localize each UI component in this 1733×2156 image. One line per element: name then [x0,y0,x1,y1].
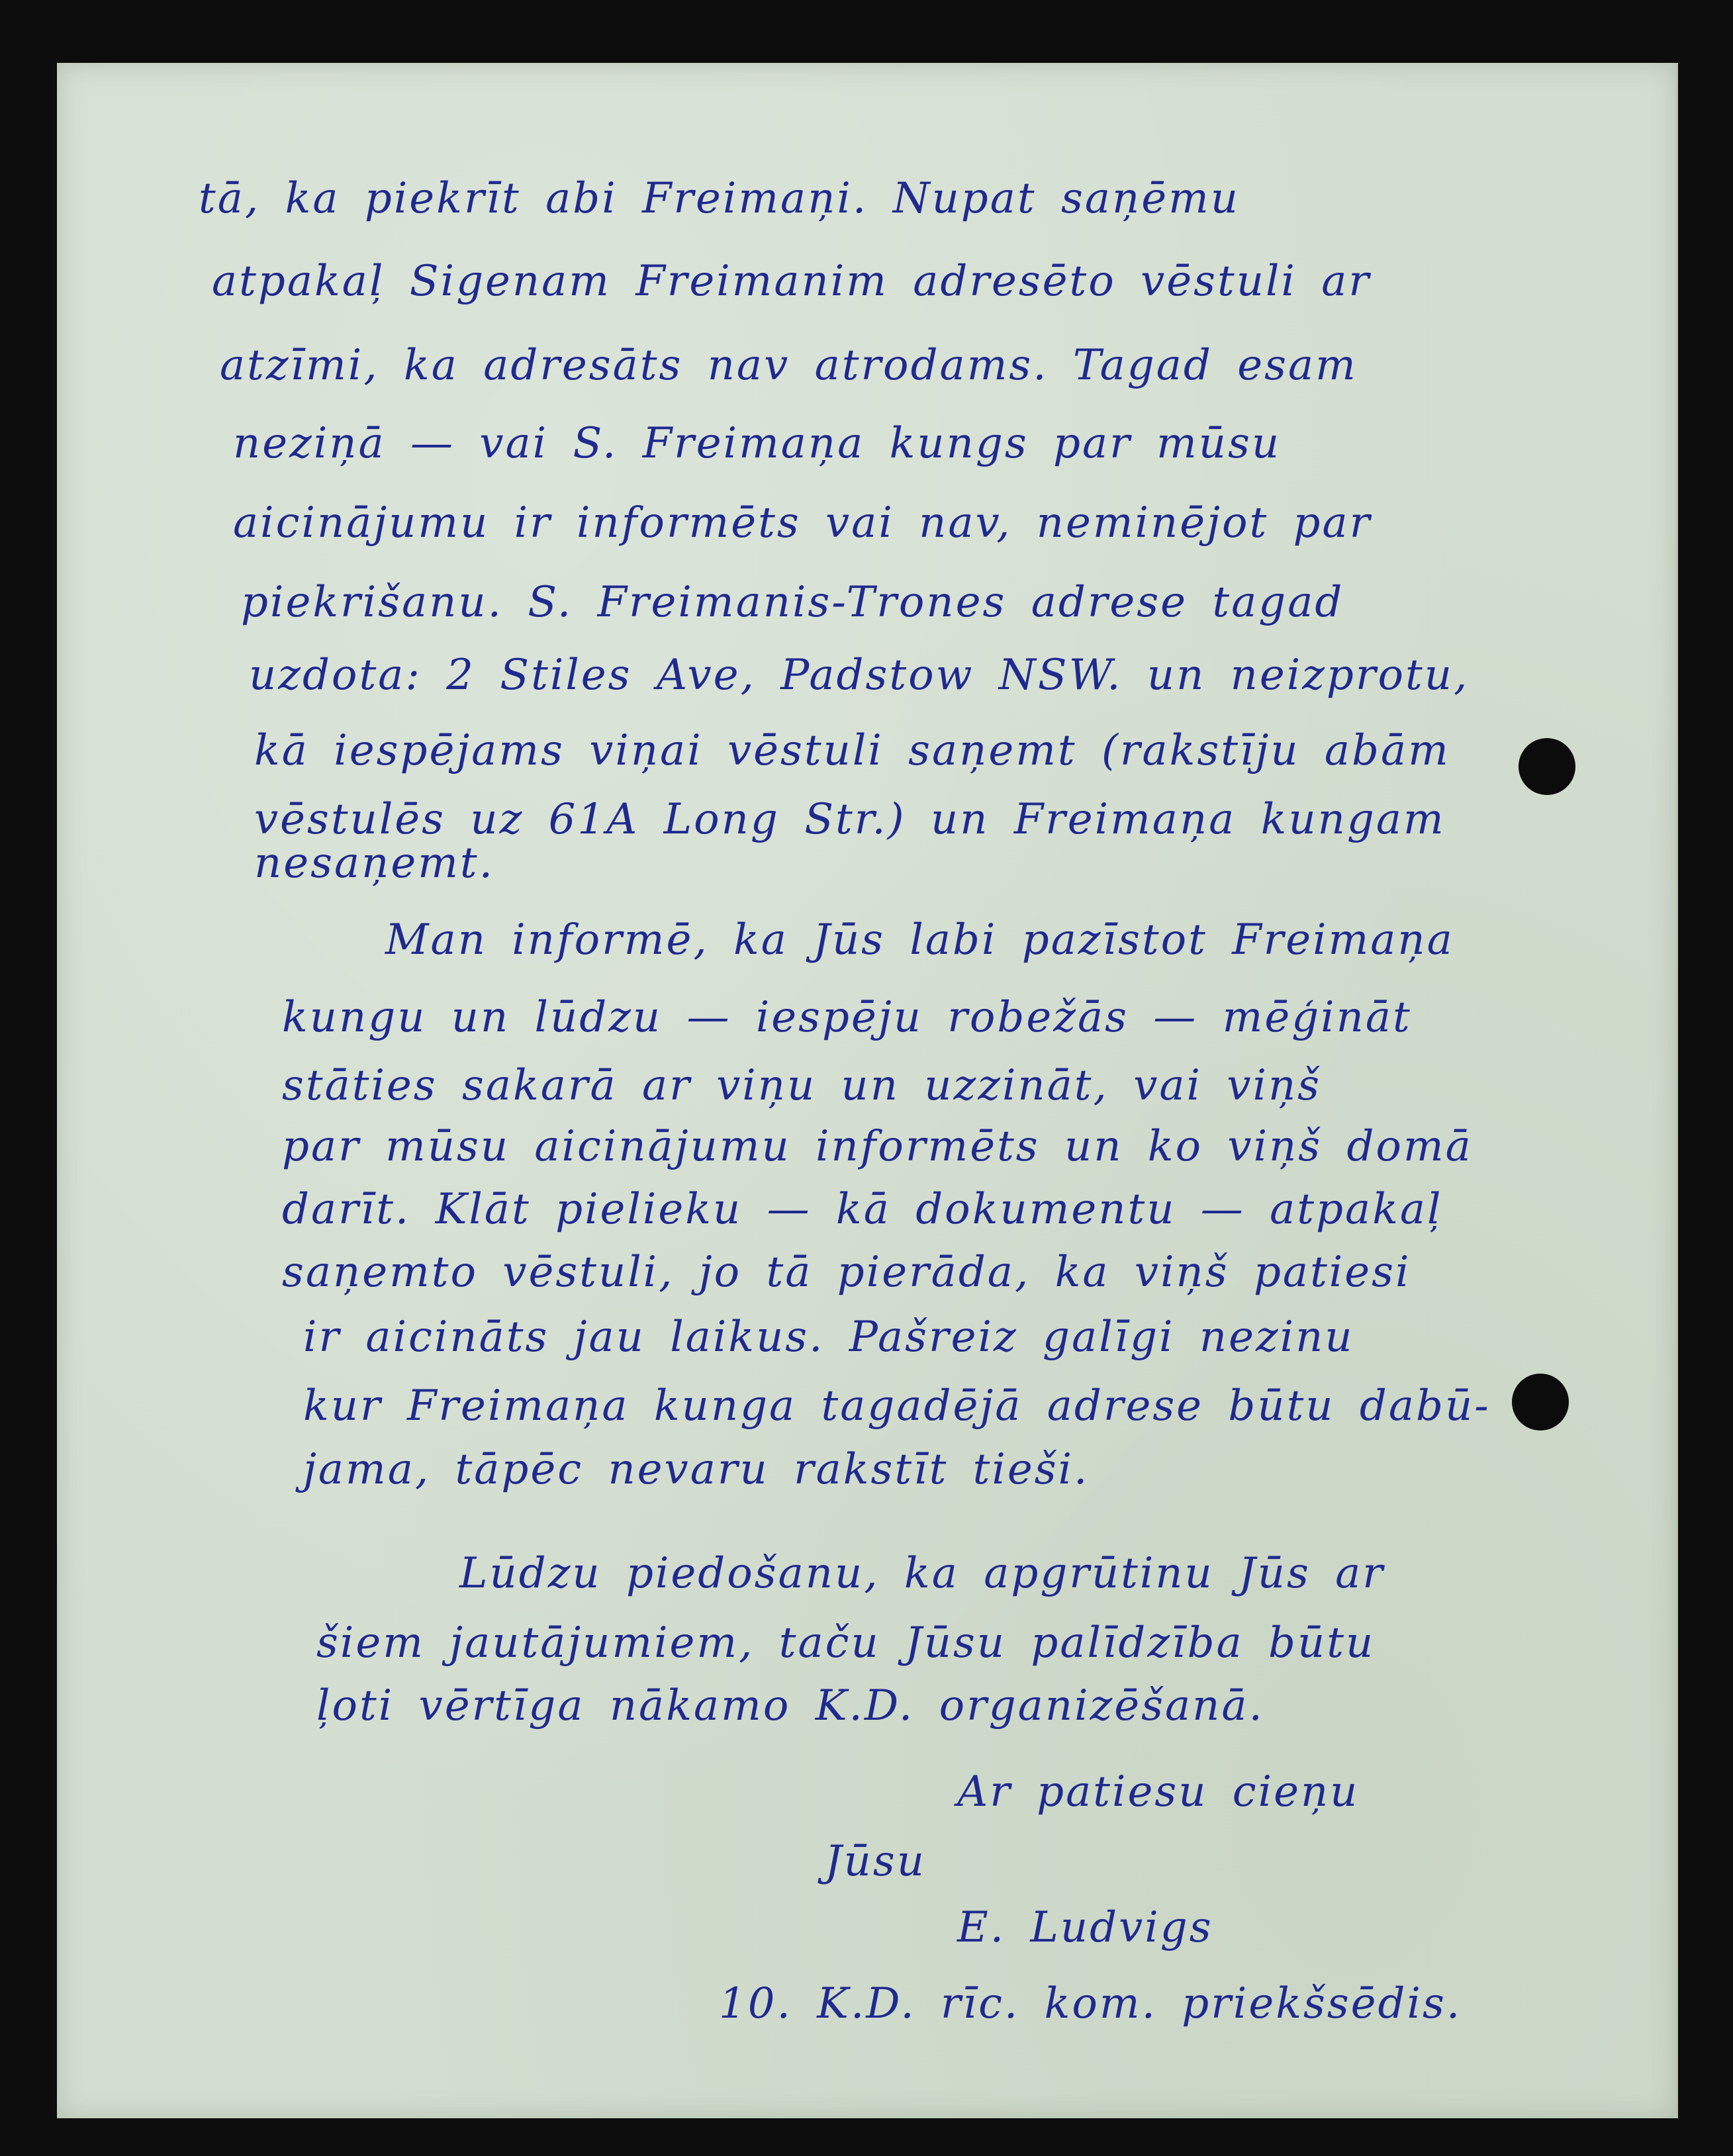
signature-title: 10. K.D. rīc. kom. priekšsēdis. [719,1979,1462,2028]
letter-line: stāties sakarā ar viņu un uzzināt, vai viņš [282,1061,1321,1110]
signature-name: E. Ludvigs [957,1903,1213,1952]
letter-line: aicinājumu ir informēts vai nav, neminējot par [233,498,1372,547]
letter-line: kā iespējams viņai vēstuli saņemt (rakstīju abām [254,726,1450,775]
punch-hole [1512,1374,1569,1430]
letter-line: darīt. Klāt pielieku — kā dokumentu — atpakaļ [282,1185,1443,1234]
letter-sheet [57,63,1678,2118]
letter-line: jama, tāpēc nevaru rakstīt tieši. [303,1445,1090,1494]
letter-line: kungu un lūdzu — iespēju robežās — mēģināt [282,993,1412,1042]
handwritten-letter-body [57,63,1676,2118]
letter-line: tā, ka piekrīt abi Freimaņi. Nupat saņēmu [199,174,1240,223]
letter-line: Man informē, ka Jūs labi pazīstot Freimaņa [385,915,1454,964]
closing-salutation: Ar patiesu cieņu [957,1767,1360,1816]
letter-line: par mūsu aicinājumu informēts un ko viņš domā [282,1122,1473,1171]
letter-line: šiem jautājumiem, taču Jūsu palīdzība būtu [316,1618,1376,1667]
letter-line: uzdota: 2 Stiles Ave, Padstow NSW. un neizprotu, [249,651,1470,700]
closing-jusu: Jūsu [825,1837,926,1886]
letter-line: ļoti vērtīga nākamo K.D. organizēšanā. [316,1681,1264,1730]
letter-line: ir aicināts jau laikus. Pašreiz galīgi nezinu [303,1313,1354,1362]
letter-line: kur Freimaņa kunga tagadējā adrese būtu dabū- [303,1382,1491,1430]
letter-line: Lūdzu piedošanu, ka apgrūtinu Jūs ar [459,1549,1385,1598]
letter-line: nesaņemt. [254,839,494,888]
letter-line: vēstulēs uz 61A Long Str.) un Freimaņa kungam [254,795,1446,844]
letter-line: piekrišanu. S. Freimanis-Trones adrese tagad [241,578,1344,627]
letter-line: saņemto vēstuli, jo tā pierāda, ka viņš patiesi [282,1248,1411,1297]
letter-line: atpakaļ Sigenam Freimanim adresēto vēstuli ar [212,257,1371,306]
punch-hole [1519,738,1575,795]
letter-line: neziņā — vai S. Freimaņa kungs par mūsu [233,419,1282,468]
letter-line: atzīmi, ka adresāts nav atrodams. Tagad esam [220,341,1358,390]
